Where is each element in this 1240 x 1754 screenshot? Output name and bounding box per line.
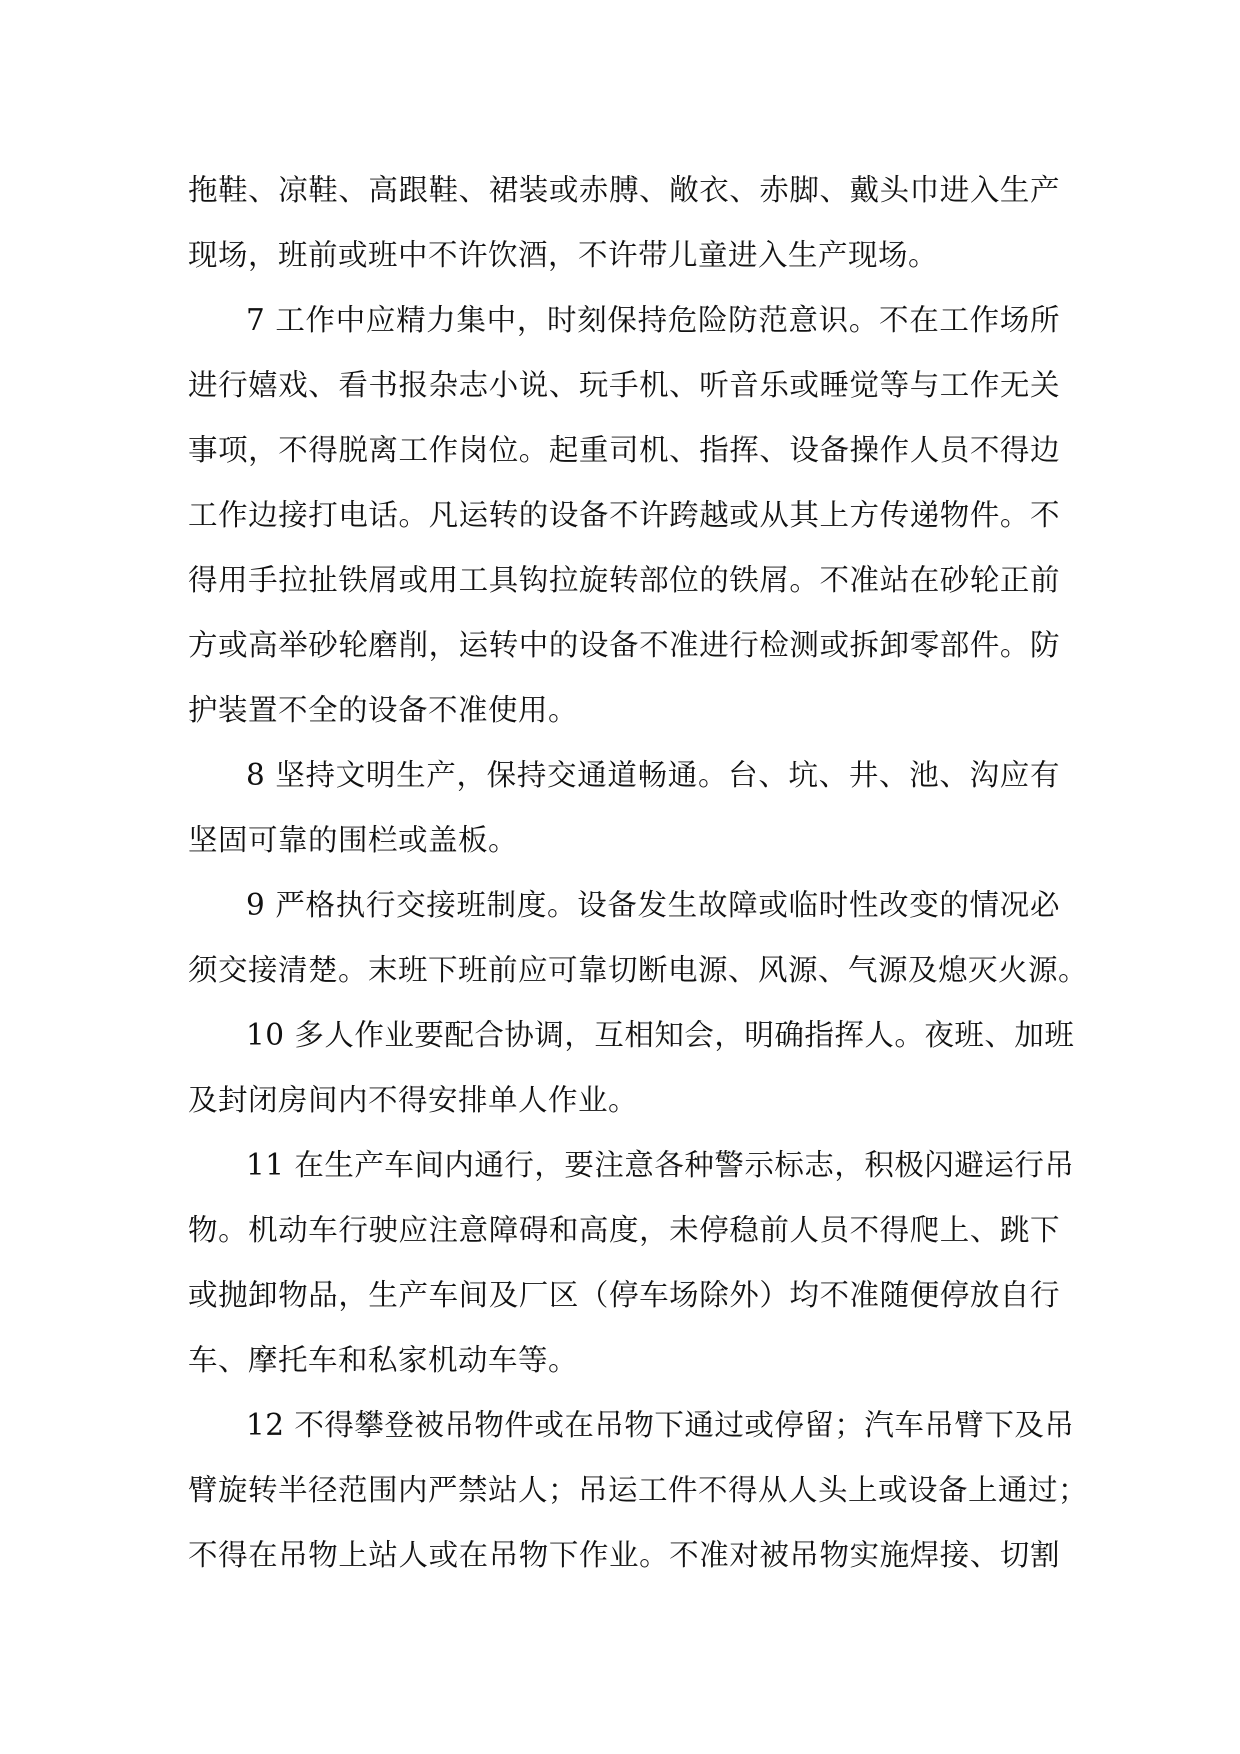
text-line: 12 不得攀登被吊物件或在吊物下通过或停留；汽车吊臂下及吊 bbox=[246, 1408, 1075, 1442]
text-line: 臂旋转半径范围内严禁站人；吊运工件不得从人头上或设备上通过； bbox=[188, 1473, 1089, 1507]
document-page bbox=[188, 158, 1089, 1588]
text-line: 进行嬉戏、看书报杂志小说、玩手机、听音乐或睡觉等与工作无关 bbox=[188, 368, 1060, 402]
text-line: 9 严格执行交接班制度。设备发生故障或临时性改变的情况必 bbox=[246, 888, 1060, 922]
text-line: 现场，班前或班中不许饮酒，不许带儿童进入生产现场。 bbox=[188, 238, 939, 272]
text-line: 拖鞋、凉鞋、高跟鞋、裙装或赤膊、敞衣、赤脚、戴头巾进入生产 bbox=[188, 173, 1060, 207]
text-line: 11 在生产车间内通行，要注意各种警示标志，积极闪避运行吊 bbox=[246, 1148, 1075, 1182]
text-line: 车、摩托车和私家机动车等。 bbox=[188, 1343, 579, 1377]
paragraph-rule-8 bbox=[188, 743, 1060, 873]
paragraph-rule-10 bbox=[188, 1003, 1075, 1133]
text-line: 物。机动车行驶应注意障碍和高度，未停稳前人员不得爬上、跳下 bbox=[188, 1213, 1060, 1247]
text-line: 须交接清楚。末班下班前应可靠切断电源、风源、气源及熄灭火源。 bbox=[188, 953, 1089, 987]
text-line: 7 工作中应精力集中，时刻保持危险防范意识。不在工作场所 bbox=[246, 303, 1060, 337]
text-line: 8 坚持文明生产，保持交通道畅通。台、坑、井、池、沟应有 bbox=[246, 758, 1060, 792]
text-line: 坚固可靠的围栏或盖板。 bbox=[188, 823, 519, 857]
paragraph-rule-7 bbox=[188, 288, 1060, 743]
text-line: 得用手拉扯铁屑或用工具钩拉旋转部位的铁屑。不准站在砂轮正前 bbox=[188, 563, 1060, 597]
paragraph-rule-11 bbox=[188, 1133, 1075, 1393]
paragraph-rule-9 bbox=[188, 873, 1089, 1003]
text-line: 事项，不得脱离工作岗位。起重司机、指挥、设备操作人员不得边 bbox=[188, 433, 1060, 467]
text-line: 或抛卸物品，生产车间及厂区（停车场除外）均不准随便停放自行 bbox=[188, 1278, 1060, 1312]
paragraph-rule-12 bbox=[188, 1393, 1089, 1588]
paragraph-rule-6-continued bbox=[188, 158, 1060, 288]
text-line: 工作边接打电话。凡运转的设备不许跨越或从其上方传递物件。不 bbox=[188, 498, 1060, 532]
text-line: 10 多人作业要配合协调，互相知会，明确指挥人。夜班、加班 bbox=[246, 1018, 1075, 1052]
text-line: 方或高举砂轮磨削，运转中的设备不准进行检测或拆卸零部件。防 bbox=[188, 628, 1060, 662]
text-line: 护装置不全的设备不准使用。 bbox=[188, 693, 579, 727]
text-line: 及封闭房间内不得安排单人作业。 bbox=[188, 1083, 639, 1117]
text-line: 不得在吊物上站人或在吊物下作业。不准对被吊物实施焊接、切割 bbox=[188, 1538, 1060, 1572]
